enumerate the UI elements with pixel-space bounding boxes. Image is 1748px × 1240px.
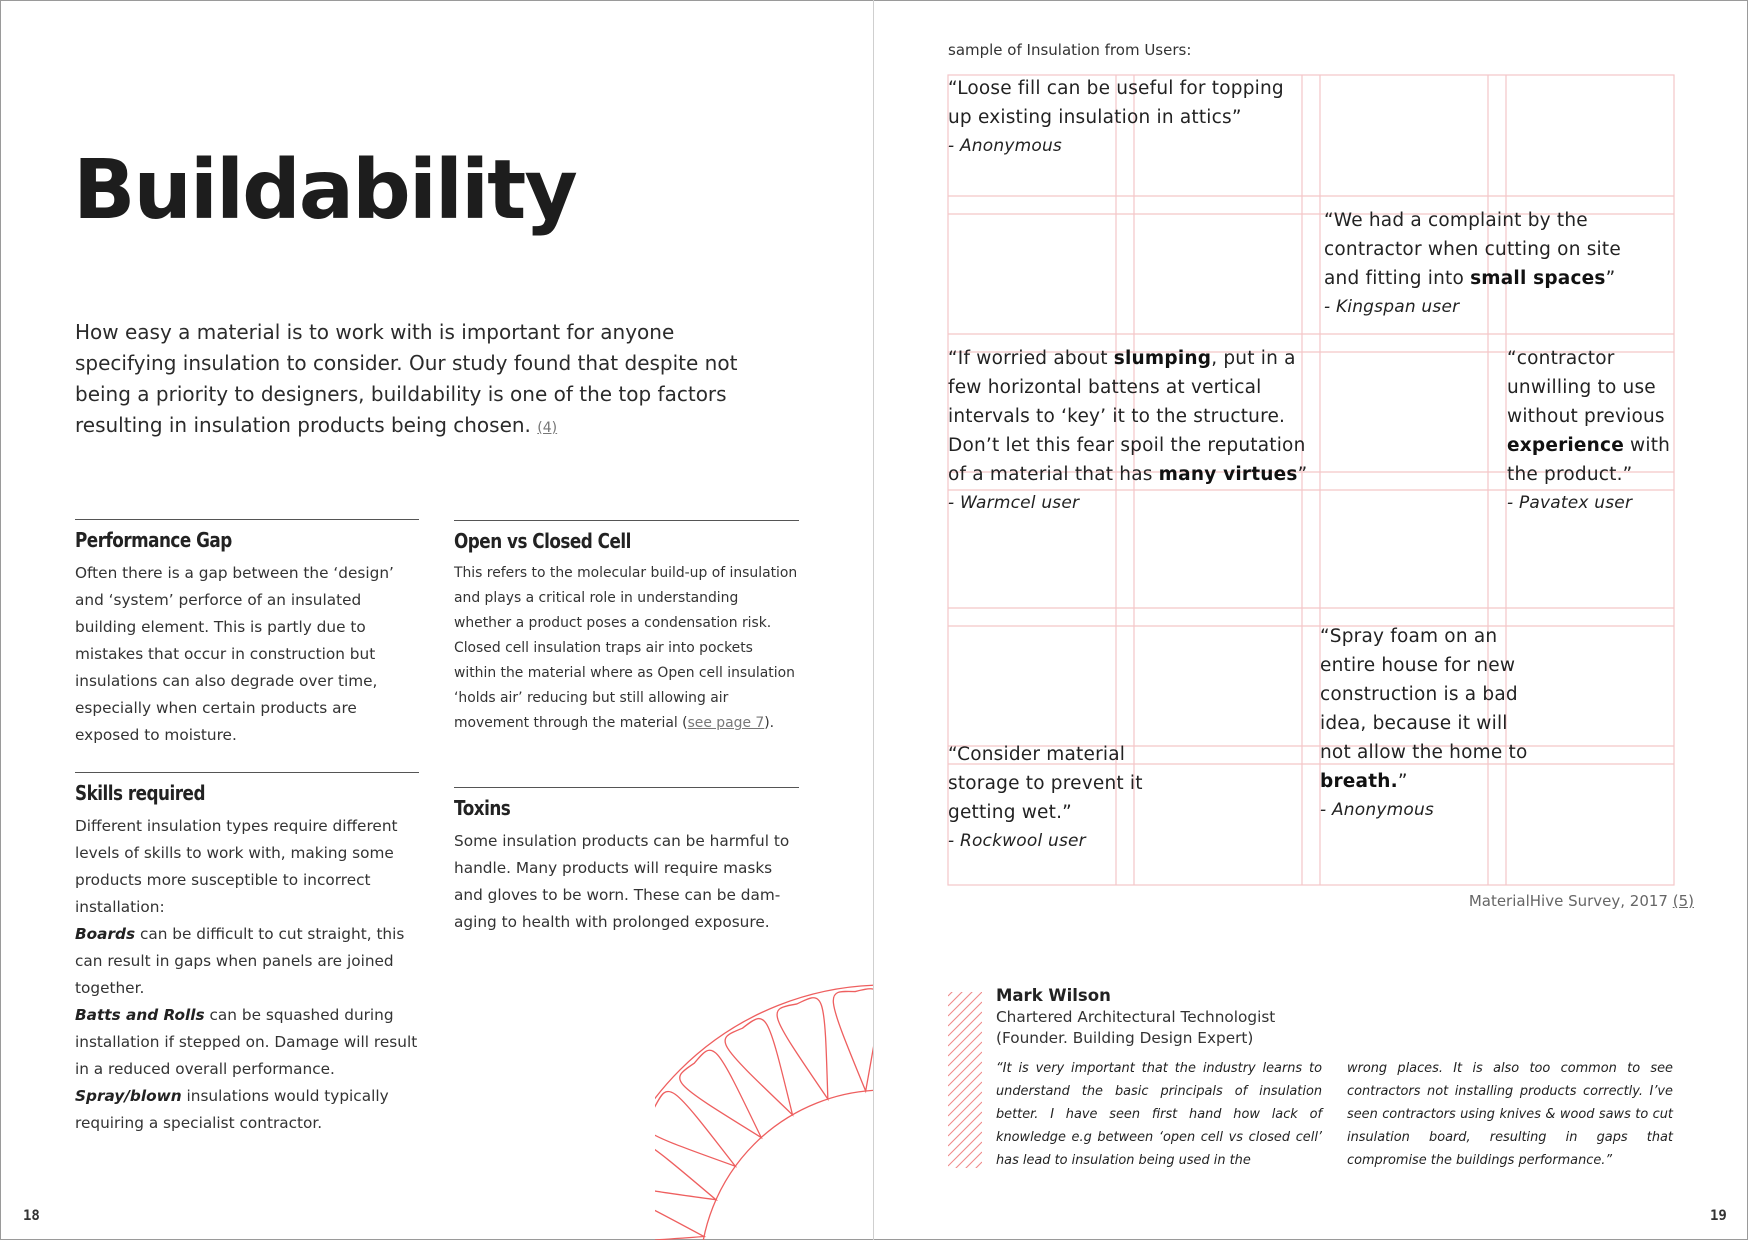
see-page-link[interactable]: see page 7 (687, 715, 765, 731)
intro-citation-link[interactable]: (4) (537, 420, 558, 436)
quote-emphasis: experience (1507, 435, 1624, 456)
page-number-right: 19 (1710, 1208, 1727, 1224)
term-batts-rolls: Batts and Rolls (75, 1006, 205, 1024)
term-spray-blown-text: insulations would typically requiring a specialist contractor. (75, 1087, 389, 1132)
term-boards: Boards (75, 925, 136, 943)
hatch-stroke (948, 1082, 982, 1116)
hatch-stroke (948, 1142, 982, 1168)
open-closed-body-end: ). (764, 715, 775, 731)
quote-attribution: - Anonymous (1320, 800, 1434, 820)
hatch-stroke (948, 1102, 982, 1136)
section-heading: Performance Gap (75, 528, 232, 552)
quote-text-end: ” (1397, 771, 1408, 792)
hatch-stroke (948, 992, 982, 1016)
hatch-stroke (948, 1112, 982, 1146)
skills-intro: Different insulation types require different levels of skills to work with, making some products more susceptible to incorrect installation: (75, 817, 398, 916)
quote-attribution: - Kingspan user (1324, 297, 1460, 317)
quote-text: “Consider material storage to prevent it getting wet.” (948, 744, 1143, 823)
hatch-stroke (948, 1092, 982, 1126)
hatch-stroke (948, 1032, 982, 1066)
section-heading: Skills required (75, 781, 205, 805)
intro-text: How easy a material is to work with is important for anyone specifying insulation to consider. Our study found that despite not being a priority to designers, buildability is one of the top factors resulting in insulation products being chosen. (75, 320, 738, 437)
hatch-stroke (948, 1062, 982, 1096)
quote-loose-fill (948, 74, 1308, 161)
hatch-stroke (948, 1052, 982, 1086)
term-spray-blown: Spray/blown (75, 1087, 182, 1105)
quote-attribution: - Rockwool user (948, 831, 1086, 851)
quote-attribution: - Pavatex user (1507, 493, 1633, 513)
quote-text: “Spray foam on an entire house for new construction is a bad idea, because it will not allow the home to (1320, 626, 1528, 763)
quote-text: “Loose fill can be useful for topping up existing insulation in attics” (948, 78, 1284, 128)
term-batts-rolls-text: can be squashed during installation if stepped on. Damage will result in a reduced overall performance. (75, 1006, 418, 1078)
hatch-stroke (948, 1072, 982, 1106)
page-title: Buildability (73, 143, 576, 238)
survey-source-text: MaterialHive Survey, 2017 (1468, 892, 1668, 910)
quote-emphasis: small spaces (1470, 268, 1606, 289)
quote-text-end: ” (1297, 464, 1308, 485)
page-number-left: 18 (23, 1208, 40, 1224)
quote-emphasis: breath. (1320, 771, 1398, 792)
hatch-stroke (948, 1002, 982, 1036)
hatch-stroke (948, 992, 982, 996)
hatch-stroke (948, 1132, 982, 1166)
survey-source (1469, 892, 1694, 910)
quote-emphasis: slumping (1113, 348, 1212, 369)
hatch-stroke (948, 1022, 982, 1056)
section-heading: Toxins (454, 796, 511, 820)
expert-role-detail: (Founder. Building Design Expert) (996, 1029, 1254, 1047)
quote-text: “We had a complaint by the contractor when cutting on site and fitting into (1324, 210, 1621, 289)
quote-text-mid: , put in a few horizontal battens at vertical intervals to ‘key’ it to the structure. Don’t let this fear spoil the reputation of a material that has (948, 348, 1306, 485)
quote-warmcel (948, 344, 1328, 518)
open-closed-body: This refers to the molecular build-up of insulation and plays a critical role in understanding whether a product poses a condensation risk. Closed cell insulation traps air into pockets within the material where as Open cell insulation ‘holds air’ reducing but still allowing air movement through the material ( (454, 565, 798, 731)
section-body: Some insulation products can be harmful to handle. Many products will require masks and gloves to be worn. These can be dam-aging to health with prolonged exposure. (454, 832, 790, 931)
quote-attribution: - Anonymous (948, 136, 1062, 156)
diagonal-hatch-icon (948, 992, 982, 1168)
expert-quote-column-2: wrong places. It is also too common to see contractors not installing products correctly. I’ve seen contractors using knives & wood saws to cut insulation board, resulting in gaps that compromise the buildings performance.” (1347, 1061, 1673, 1168)
hatch-stroke (948, 1012, 982, 1046)
hatch-stroke (948, 1042, 982, 1076)
quote-text-end: ” (1605, 268, 1616, 289)
grid-caption: sample of Insulation from Users: (948, 41, 1192, 59)
hatch-stroke (948, 1162, 982, 1168)
hatch-stroke (948, 992, 982, 1026)
quote-kingspan (1324, 206, 1654, 322)
term-boards-text: can be difficult to cut straight, this can result in gaps when panels are joined together. (75, 925, 405, 997)
expert-name: Mark Wilson (996, 986, 1111, 1005)
hatch-stroke (948, 1152, 982, 1168)
hatch-stroke (948, 1122, 982, 1156)
section-body: Often there is a gap between the ‘design’ and ‘system’ perforce of an insulated building element. This is partly due to mistakes that occur in construction but insulations can also degrade over time, especially when certain products are exposed to moisture. (75, 564, 394, 744)
quote-text: “contractor unwilling to use without previous (1507, 348, 1665, 427)
quote-text: “If worried about (948, 348, 1114, 369)
section-heading: Open vs Closed Cell (454, 529, 631, 553)
quote-pavatex (1507, 344, 1672, 518)
survey-citation-link[interactable]: (5) (1672, 892, 1694, 910)
quote-rockwool (948, 740, 1148, 856)
quote-emphasis: many virtues (1158, 464, 1298, 485)
quote-attribution: - Warmcel user (948, 493, 1080, 513)
expert-role: Chartered Architectural Technologist (996, 1008, 1276, 1026)
quote-spray-foam (1320, 622, 1535, 825)
quote-text-end: with the product.” (1507, 435, 1671, 485)
expert-quote-column-1: “It is very important that the industry learns to understand the basic principals of insulation better. I have seen first hand how lack of knowledge e.g between ‘open cell vs closed cell’ has lead to insulation being used in the (996, 1061, 1322, 1168)
